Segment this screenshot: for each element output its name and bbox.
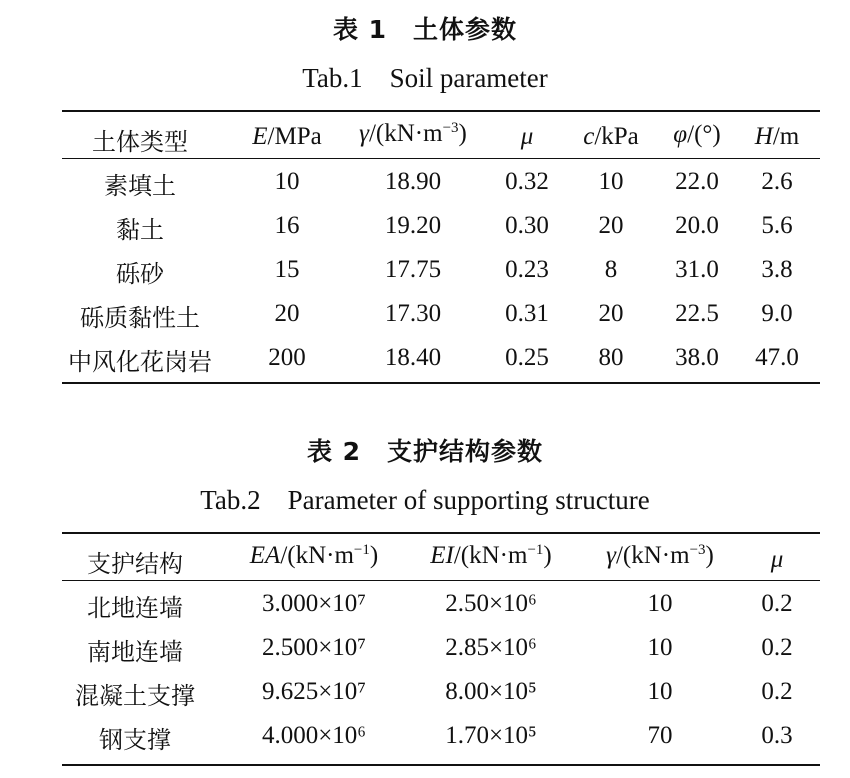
table2-header-ea: $EA/(kN\cdot m^{-1})$ bbox=[249, 542, 379, 569]
table1-cell-r4-c2: 18.40 bbox=[384, 344, 442, 371]
table2-cell-r1-c2: 2.85×10⁶ bbox=[445, 634, 537, 661]
table2-cell-r0-c3: 10 bbox=[647, 590, 673, 617]
table2-cell-r1-c3: 10 bbox=[647, 634, 673, 661]
table1-cell-r4-c1: 200 bbox=[268, 344, 306, 371]
table1-cell-r4-c5: 38.0 bbox=[675, 344, 719, 371]
table2-cell-r2-c3: 10 bbox=[647, 678, 673, 705]
table1-top-rule bbox=[62, 110, 820, 112]
table1-cell-r1-c1: 16 bbox=[274, 212, 300, 239]
table1-cell-r3-c3: 0.31 bbox=[505, 300, 549, 327]
table1-bottom-rule bbox=[62, 382, 820, 384]
table1-header-soil-type: 土体类型 bbox=[92, 128, 188, 156]
table1-cell-r0-c5: 22.0 bbox=[675, 168, 719, 195]
table1-cell-r3-c6: 9.0 bbox=[761, 300, 793, 327]
table1-cell-r1-c5: 20.0 bbox=[675, 212, 719, 239]
table1-header-c: c/kPa bbox=[583, 123, 639, 150]
table2-title-en: Tab.2 Parameter of supporting structure bbox=[200, 485, 650, 515]
table2-cell-r2-c2: 8.00×10⁵ bbox=[445, 678, 537, 705]
table2-title-cn: 表 2 支护结构参数 bbox=[306, 437, 544, 466]
table2-cell-r3-c2: 1.70×10⁵ bbox=[445, 722, 537, 749]
table2-top-rule bbox=[62, 532, 820, 534]
table1-header-e: E/MPa bbox=[252, 123, 322, 150]
table1-cell-r4-c6: 47.0 bbox=[755, 344, 799, 371]
table1-cell-r1-c6: 5.6 bbox=[761, 212, 793, 239]
table2-cell-r2-c1: 9.625×10⁷ bbox=[261, 678, 367, 705]
table1-cell-r1-c2: 19.20 bbox=[384, 212, 442, 239]
table2-cell-r3-c4: 0.3 bbox=[761, 722, 793, 749]
table1-title-en: Tab.1 Soil parameter bbox=[302, 63, 548, 93]
table1-cell-r2-c1: 15 bbox=[274, 256, 300, 283]
table2-cell-r3-c1: 4.000×10⁶ bbox=[261, 722, 367, 749]
table1-cell-r3-c1: 20 bbox=[274, 300, 300, 327]
table2-cell-r0-c2: 2.50×10⁶ bbox=[445, 590, 537, 617]
table1-cell-r3-c0: 砾质黏性土 bbox=[80, 304, 200, 332]
table2-cell-r0-c1: 3.000×10⁷ bbox=[261, 590, 367, 617]
table1-cell-r0-c0: 素填土 bbox=[104, 172, 176, 200]
table2-header-structure: 支护结构 bbox=[87, 550, 183, 578]
table1-cell-r1-c4: 20 bbox=[598, 212, 624, 239]
table2-header-ei: $EI/(kN\cdot m^{-1})$ bbox=[430, 542, 552, 569]
table1-cell-r0-c4: 10 bbox=[598, 168, 624, 195]
table1-cell-r2-c5: 31.0 bbox=[675, 256, 719, 283]
table1-cell-r2-c6: 3.8 bbox=[761, 256, 793, 283]
table1-cell-r2-c2: 17.75 bbox=[384, 256, 442, 283]
table2-cell-r1-c4: 0.2 bbox=[761, 634, 793, 661]
table1-header-rule bbox=[62, 158, 820, 159]
table1-header-phi: φ/(°) bbox=[673, 121, 721, 148]
table1-cell-r0-c1: 10 bbox=[274, 168, 300, 195]
table1-cell-r0-c3: 0.32 bbox=[505, 168, 549, 195]
table1-cell-r3-c5: 22.5 bbox=[675, 300, 719, 327]
table2-cell-r3-c0: 钢支撑 bbox=[99, 726, 171, 754]
table1-cell-r4-c4: 80 bbox=[598, 344, 624, 371]
table2-header-mu: μ bbox=[770, 546, 784, 573]
table2-cell-r1-c0: 南地连墙 bbox=[87, 638, 183, 666]
table2-cell-r0-c0: 北地连墙 bbox=[87, 594, 183, 622]
table1-header-mu: μ bbox=[520, 123, 534, 150]
table1-cell-r0-c2: 18.90 bbox=[384, 168, 442, 195]
table2-cell-r1-c1: 2.500×10⁷ bbox=[261, 634, 367, 661]
table2-cell-r2-c0: 混凝土支撑 bbox=[75, 682, 195, 710]
table1-cell-r0-c6: 2.6 bbox=[761, 168, 793, 195]
table2-cell-r3-c3: 70 bbox=[647, 722, 673, 749]
table2-header-gamma: $\gamma/(kN\cdot m^{-3})$ bbox=[606, 542, 714, 569]
table2-header-rule bbox=[62, 580, 820, 581]
table1-title-cn: 表 1 土体参数 bbox=[332, 15, 518, 44]
table1-cell-r2-c3: 0.23 bbox=[505, 256, 549, 283]
table1-cell-r3-c2: 17.30 bbox=[384, 300, 442, 327]
table1-cell-r4-c3: 0.25 bbox=[505, 344, 549, 371]
table1-header-gamma: $\gamma/(kN\cdot m^{-3})$ bbox=[359, 120, 467, 147]
table1-cell-r3-c4: 20 bbox=[598, 300, 624, 327]
table1-cell-r1-c3: 0.30 bbox=[505, 212, 549, 239]
table1-cell-r4-c0: 中风化花岗岩 bbox=[68, 348, 212, 376]
table1-cell-r1-c0: 黏土 bbox=[116, 216, 164, 244]
table2-bottom-rule bbox=[62, 764, 820, 766]
table1-header-h: H/m bbox=[754, 123, 800, 150]
table2-cell-r2-c4: 0.2 bbox=[761, 678, 793, 705]
table1-cell-r2-c0: 砾砂 bbox=[116, 260, 164, 288]
table1-cell-r2-c4: 8 bbox=[604, 256, 618, 283]
table2-cell-r0-c4: 0.2 bbox=[761, 590, 793, 617]
